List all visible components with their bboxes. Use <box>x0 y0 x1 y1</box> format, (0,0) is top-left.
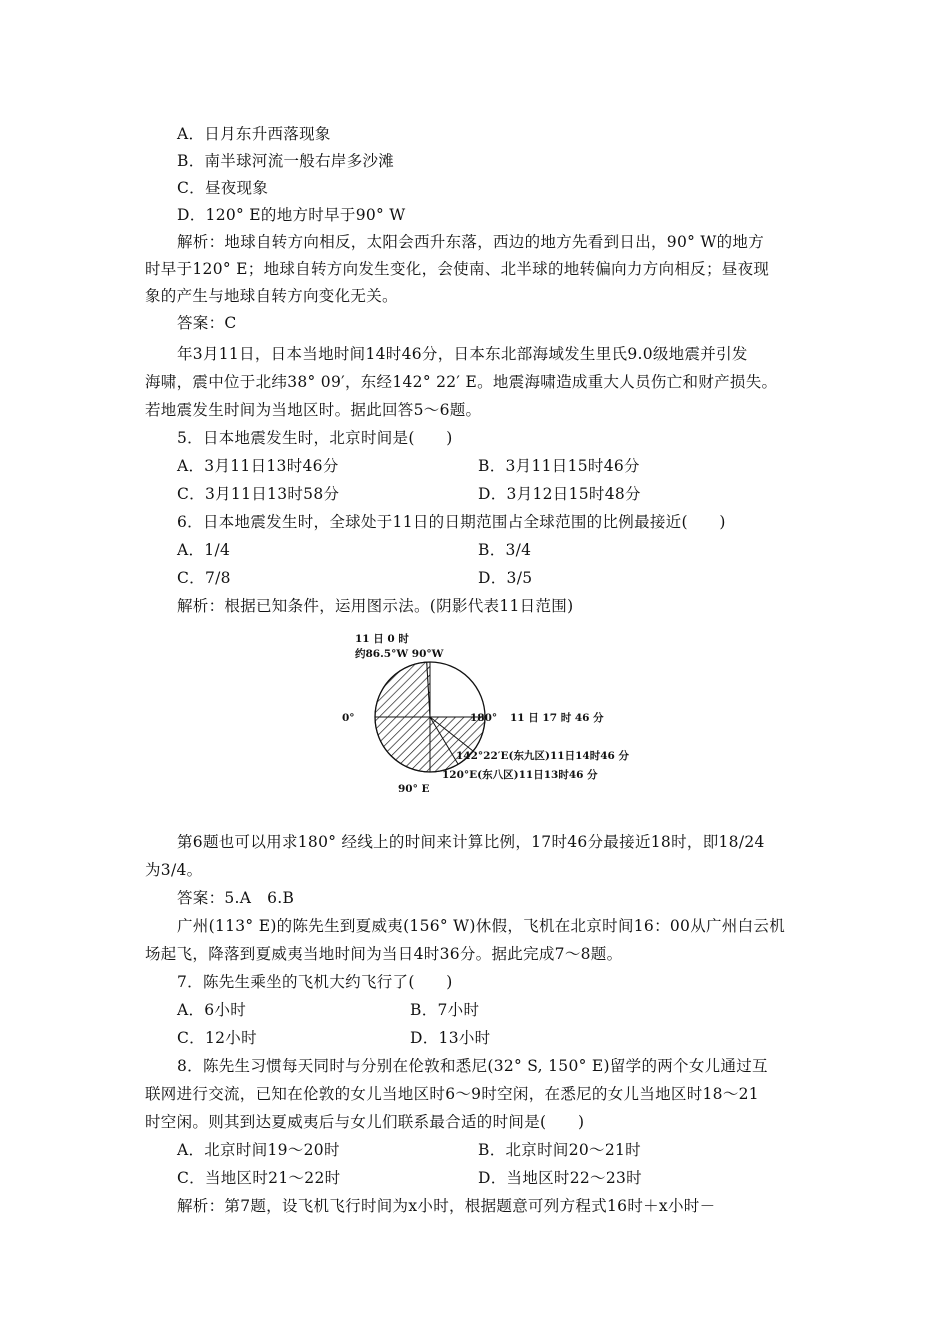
q4-analysis-line3: 象的产生与地球自转方向变化无关。 <box>145 287 398 305</box>
q5-option-d: D．3月12日15时48分 <box>478 485 641 503</box>
passage2-line2: 场起飞，降落到夏威夷当地时间为当日4时36分。据此完成7～8题。 <box>145 945 623 963</box>
q4-answer: 答案：C <box>177 314 237 332</box>
q6-analysis: 解析：根据已知条件，运用图示法。(阴影代表11日范围) <box>177 597 574 615</box>
label-0-degree: 0° <box>342 712 355 724</box>
q6-option-d: D．3/5 <box>478 569 533 587</box>
q4-option-b: B．南半球河流一般右岸多沙滩 <box>177 152 395 170</box>
q8-option-c: C．当地区时21～22时 <box>177 1169 341 1187</box>
q5-stem: 5．日本地震发生时，北京时间是( ) <box>177 429 453 447</box>
q7-option-a: A．6小时 <box>177 1001 247 1019</box>
q8-option-a: A．北京时间19～20时 <box>177 1141 340 1159</box>
q6-note-line2: 为3/4。 <box>145 861 203 879</box>
q8-stem-line3: 时空闲。则其到达夏威夷后与女儿们联系最合适的时间是( ) <box>145 1113 585 1131</box>
q6-stem: 6．日本地震发生时，全球处于11日的日期范围占全球范围的比例最接近( ) <box>177 513 726 531</box>
q7-option-c: C．12小时 <box>177 1029 257 1047</box>
q6-option-b: B．3/4 <box>478 541 532 559</box>
q4-option-c: C．昼夜现象 <box>177 179 269 197</box>
q5-option-a: A．3月11日13时46分 <box>177 457 339 475</box>
label-11-day-0h: 11 日 0 时 <box>355 633 409 645</box>
q6-note-line1: 第6题也可以用求180° 经线上的时间来计算比例，17时46分最接近18时，即18/24 <box>177 833 765 851</box>
q5-option-b: B．3月11日15时46分 <box>478 457 640 475</box>
q7-stem: 7．陈先生乘坐的飞机大约飞行了( ) <box>177 973 453 991</box>
q6-option-a: A．1/4 <box>177 541 231 559</box>
q7-option-b: B．7小时 <box>410 1001 480 1019</box>
label-120e: 120°E(东八区)11日13时46 分 <box>442 769 598 781</box>
q8-option-b: B．北京时间20～21时 <box>478 1141 641 1159</box>
label-86w-90w: 约86.5°W 90°W <box>355 648 444 660</box>
q4-option-a: A．日月东升西落现象 <box>177 125 331 143</box>
passage1-line3: 若地震发生时间为当地区时。据此回答5～6题。 <box>145 401 482 419</box>
q7-option-d: D．13小时 <box>410 1029 491 1047</box>
answer-5-6: 答案：5.A 6.B <box>177 889 295 907</box>
q8-stem-line2: 联网进行交流，已知在伦敦的女儿当地区时6～9时空闲，在悉尼的女儿当地区时18～21 <box>145 1085 759 1103</box>
q4-analysis-line2: 时早于120° E；地球自转方向发生变化，会使南、北半球的地转偏向力方向相反；昼夜现 <box>145 260 770 278</box>
analysis-7-8: 解析：第7题，设飞机飞行时间为x小时，根据题意可列方程式16时＋x小时－ <box>177 1197 716 1215</box>
q4-option-d: D．120° E的地方时早于90° W <box>177 206 406 224</box>
passage1-line1: 年3月11日，日本当地时间14时46分，日本东北部海域发生里氏9.0级地震并引发 <box>177 345 748 363</box>
q6-option-c: C．7/8 <box>177 569 231 587</box>
q8-option-d: D．当地区时22～23时 <box>478 1169 642 1187</box>
label-180-degree: 180° <box>470 712 498 724</box>
label-11-day-17h46: 11 日 17 时 46 分 <box>510 712 604 724</box>
shaded-sector-west <box>375 662 430 717</box>
q4-analysis-line1: 解析：地球自转方向相反，太阳会西升东落，西边的地方先看到日出，90° W的地方 <box>177 233 765 251</box>
passage1-line2: 海啸，震中位于北纬38° 09′，东经142° 22′ E。地震海啸造成重大人员伤亡和财产损失。 <box>145 373 778 391</box>
q5-option-c: C．3月11日13时58分 <box>177 485 340 503</box>
label-90e: 90° E <box>398 783 430 795</box>
passage2-line1: 广州(113° E)的陈先生到夏威夷(156° W)休假，飞机在北京时间16：00从广州白云机 <box>177 917 786 935</box>
label-142e: 142°22′E(东九区)11日14时46 分 <box>456 750 629 762</box>
date-range-diagram <box>330 630 670 800</box>
q8-stem-line1: 8．陈先生习惯每天同时与分别在伦敦和悉尼(32° S, 150° E)留学的两个女儿通过互 <box>177 1057 768 1075</box>
